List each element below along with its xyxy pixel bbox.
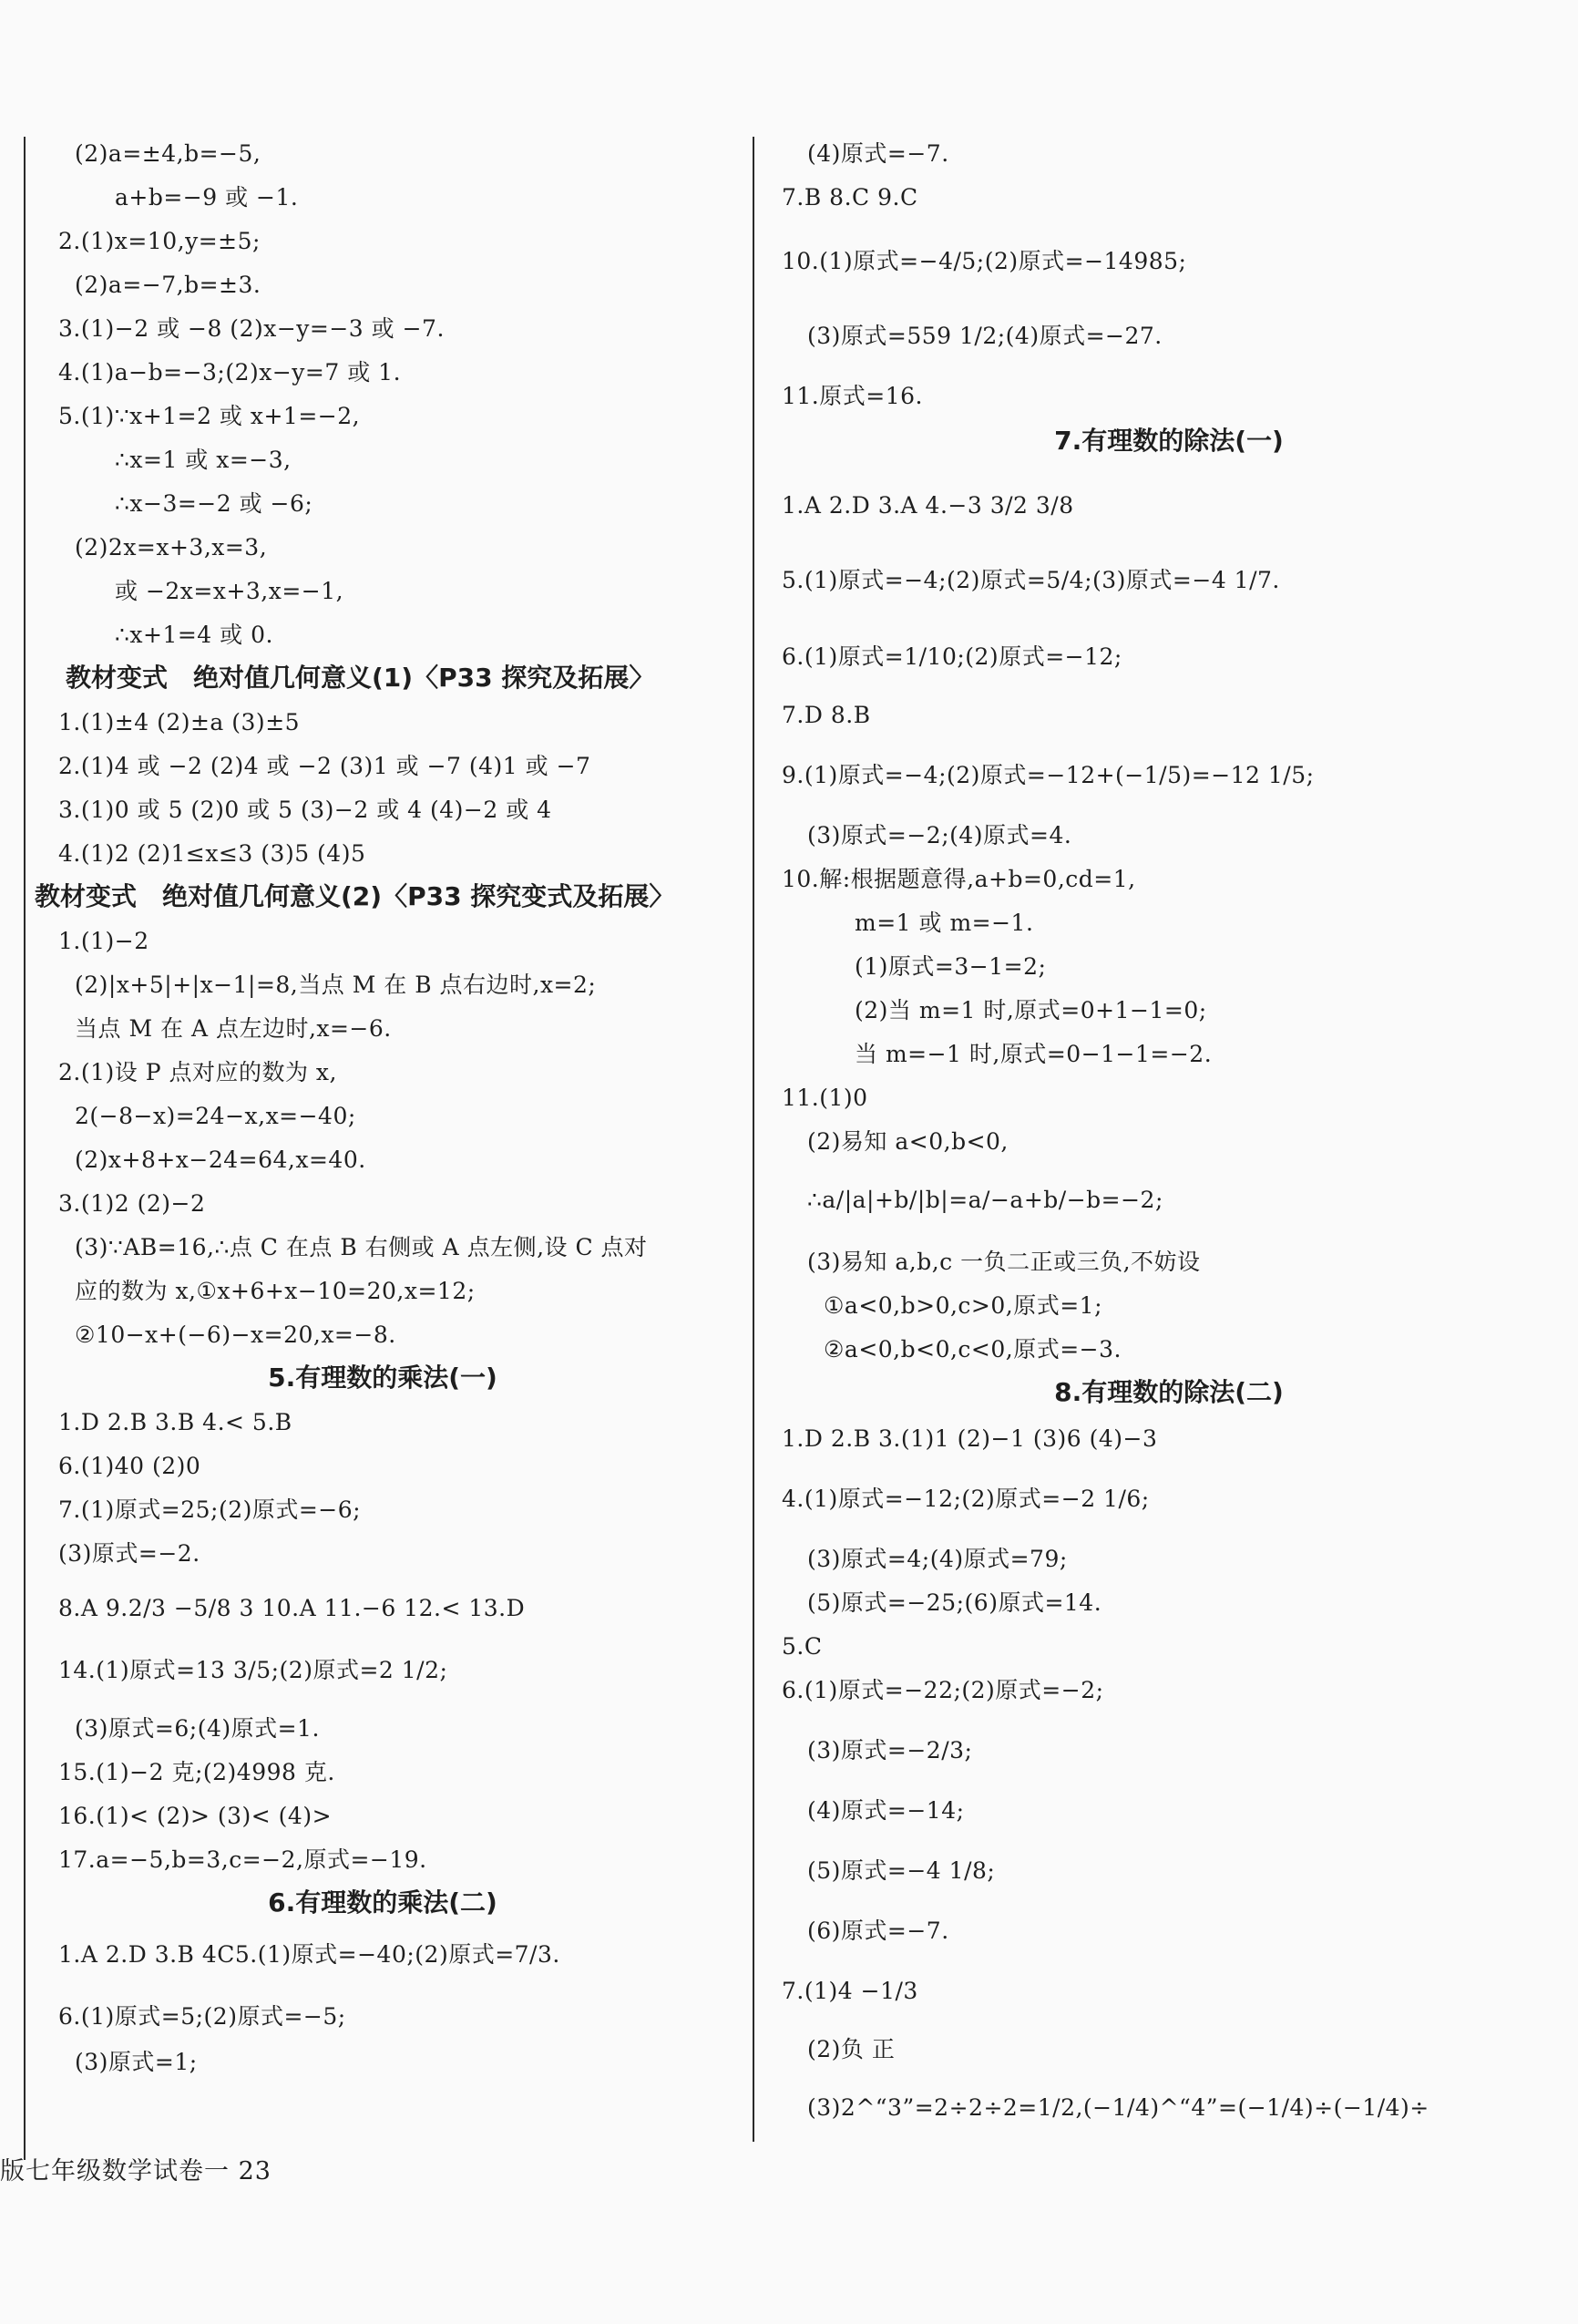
answer-line: 1.(1)±4 (2)±a (3)±5 [58, 709, 301, 735]
section-heading: 6.有理数的乘法(二) [268, 1887, 497, 1918]
answer-line: ∴x=1 或 x=−3, [115, 447, 292, 473]
section-heading: 7.有理数的除法(一) [1054, 426, 1284, 456]
answer-line: 1.A 2.D 3.A 4.−3 3/2 3/8 [782, 492, 1074, 519]
answer-line: 2(−8−x)=24−x,x=−40; [75, 1103, 356, 1129]
answer-line: 7.(1)4 −1/3 [782, 1978, 918, 2004]
answer-line: 2.(1)设 P 点对应的数为 x, [58, 1059, 337, 1085]
answer-line: 7.D 8.B [782, 702, 871, 728]
answer-line: (3)∵AB=16,∴点 C 在点 B 右侧或 A 点左侧,设 C 点对 [75, 1234, 648, 1260]
answer-line: 7.B 8.C 9.C [782, 184, 918, 211]
answer-line: 9.(1)原式=−4;(2)原式=−12+(−1/5)=−12 1/5; [782, 762, 1315, 788]
answer-line: (2)a=±4,b=−5, [75, 140, 261, 167]
answer-line: ∴x+1=4 或 0. [115, 622, 273, 648]
left-margin-rule [24, 137, 26, 2160]
answer-line: (5)原式=−4 1/8; [807, 1857, 996, 1884]
section-heading: 教材变式 绝对值几何意义(1)〈P33 探究及拓展〉 [66, 663, 655, 693]
answer-line: m=1 或 m=−1. [855, 910, 1034, 936]
answer-line: 8.A 9.2/3 −5/8 3 10.A 11.−6 12.< 13.D [58, 1595, 526, 1621]
answer-line: (2)负 正 [807, 2036, 896, 2062]
answer-line: (2)易知 a<0,b<0, [807, 1128, 1009, 1155]
answer-line: 16.(1)< (2)> (3)< (4)> [58, 1803, 333, 1829]
answer-line: 6.(1)原式=5;(2)原式=−5; [58, 2003, 346, 2030]
answer-line: 3.(1)0 或 5 (2)0 或 5 (3)−2 或 4 (4)−2 或 4 [58, 797, 552, 823]
answer-line: 14.(1)原式=13 3/5;(2)原式=2 1/2; [58, 1657, 448, 1683]
answer-line: (3)原式=1; [75, 2049, 198, 2075]
answer-line: 应的数为 x,①x+6+x−10=20,x=12; [75, 1278, 476, 1304]
answer-line: (1)原式=3−1=2; [855, 953, 1047, 980]
answer-line: ∴a/|a|+b/|b|=a/−a+b/−b=−2; [807, 1187, 1163, 1213]
answer-line: (3)原式=−2;(4)原式=4. [807, 822, 1072, 848]
answer-line: (3)原式=4;(4)原式=79; [807, 1546, 1068, 1572]
answer-line: 当点 M 在 A 点左边时,x=−6. [75, 1015, 392, 1042]
answer-line: (3)原式=6;(4)原式=1. [75, 1715, 320, 1742]
answer-line: 1.D 2.B 3.(1)1 (2)−1 (3)6 (4)−3 [782, 1425, 1158, 1452]
section-heading: 教材变式 绝对值几何意义(2)〈P33 探究变式及拓展〉 [35, 881, 675, 911]
answer-line: 5.(1)原式=−4;(2)原式=5/4;(3)原式=−4 1/7. [782, 567, 1280, 593]
answer-line: (3)原式=−2/3; [807, 1737, 973, 1764]
answer-line: (2)a=−7,b=±3. [75, 272, 261, 298]
answer-line: 6.(1)原式=1/10;(2)原式=−12; [782, 643, 1122, 670]
answer-line: (5)原式=−25;(6)原式=14. [807, 1589, 1102, 1616]
answer-line: (4)原式=−14; [807, 1797, 965, 1824]
answer-line: 6.(1)原式=−22;(2)原式=−2; [782, 1677, 1104, 1703]
answer-line: 3.(1)−2 或 −8 (2)x−y=−3 或 −7. [58, 315, 445, 342]
answer-line: (2)x+8+x−24=64,x=40. [75, 1147, 366, 1173]
answer-line: 4.(1)原式=−12;(2)原式=−2 1/6; [782, 1486, 1150, 1512]
answer-line: ①a<0,b>0,c>0,原式=1; [824, 1292, 1102, 1319]
answer-line: 当 m=−1 时,原式=0−1−1=−2. [855, 1041, 1213, 1067]
answer-line: 1.D 2.B 3.B 4.< 5.B [58, 1409, 292, 1435]
answer-line: (2)当 m=1 时,原式=0+1−1=0; [855, 997, 1207, 1023]
answer-line: (3)原式=−2. [58, 1540, 200, 1567]
answer-line: ②10−x+(−6)−x=20,x=−8. [75, 1321, 396, 1348]
answer-line: ∴x−3=−2 或 −6; [115, 490, 313, 517]
answer-line: 15.(1)−2 克;(2)4998 克. [58, 1759, 335, 1785]
answer-line: 6.(1)40 (2)0 [58, 1453, 201, 1479]
answer-line: 1.A 2.D 3.B 4C5.(1)原式=−40;(2)原式=7/3. [58, 1941, 560, 1968]
answer-line: (3)2^“3”=2÷2÷2=1/2,(−1/4)^“4”=(−1/4)÷(−1/4)÷ [807, 2094, 1429, 2121]
answer-line: (3)原式=559 1/2;(4)原式=−27. [807, 323, 1163, 349]
answer-line: 3.(1)2 (2)−2 [58, 1190, 206, 1217]
answer-line: 2.(1)x=10,y=±5; [58, 228, 261, 254]
answer-line: 1.(1)−2 [58, 928, 149, 954]
answer-line: 11.(1)0 [782, 1085, 868, 1111]
answer-line: 5.(1)∵x+1=2 或 x+1=−2, [58, 403, 361, 429]
answer-line: (2)|x+5|+|x−1|=8,当点 M 在 B 点右边时,x=2; [75, 972, 597, 998]
answer-line: 4.(1)a−b=−3;(2)x−y=7 或 1. [58, 359, 402, 386]
column-divider [753, 137, 754, 2142]
page-footer: 版七年级数学试卷一 23 [0, 2157, 272, 2185]
answer-line: (2)2x=x+3,x=3, [75, 534, 268, 560]
answer-line: 7.(1)原式=25;(2)原式=−6; [58, 1496, 362, 1523]
answer-line: 2.(1)4 或 −2 (2)4 或 −2 (3)1 或 −7 (4)1 或 −7 [58, 753, 591, 779]
answer-line: 或 −2x=x+3,x=−1, [115, 578, 344, 604]
answer-line: a+b=−9 或 −1. [115, 184, 299, 211]
answer-line: (3)易知 a,b,c 一负二正或三负,不妨设 [807, 1249, 1201, 1275]
answer-line: 5.C [782, 1633, 823, 1660]
answer-line: (6)原式=−7. [807, 1918, 949, 1944]
answer-line: 10.(1)原式=−4/5;(2)原式=−14985; [782, 248, 1187, 274]
section-heading: 5.有理数的乘法(一) [268, 1363, 497, 1393]
answer-line: 11.原式=16. [782, 383, 923, 409]
answer-line: 4.(1)2 (2)1≤x≤3 (3)5 (4)5 [58, 840, 366, 867]
answer-line: 10.解:根据题意得,a+b=0,cd=1, [782, 866, 1136, 892]
answer-line: (4)原式=−7. [807, 140, 949, 167]
section-heading: 8.有理数的除法(二) [1054, 1377, 1284, 1407]
answer-line: 17.a=−5,b=3,c=−2,原式=−19. [58, 1846, 427, 1873]
answer-line: ②a<0,b<0,c<0,原式=−3. [824, 1336, 1122, 1363]
